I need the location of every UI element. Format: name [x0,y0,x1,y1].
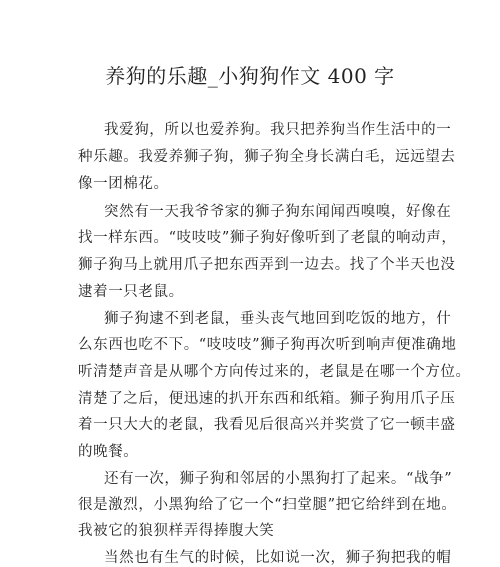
paragraph-line: 狮子狗逮不到老鼠，垂头丧气地回到吃饭的地方，什 [104,311,452,327]
paragraph-line: 像一团棉花。 [78,176,169,192]
paragraph-line: 着一只大大的老鼠，我看见后很高兴并奖赏了它一顿丰盛 [78,417,456,433]
paragraph-line: 突然有一天我爷爷家的狮子狗东闻闻西嗅嗅，好像在 [104,204,452,220]
paragraph-line: 清楚了之后，便迅速的扒开东西和纸箱。狮子狗用爪子压 [78,391,456,407]
paragraph-line: 我爱狗，所以也爱养狗。我只把养狗当作生活中的一 [104,122,452,138]
paragraph-line: 听清楚声音是从哪个方向传过来的，老鼠是在哪一个方位。 [78,364,471,380]
paragraph-line: 逮着一只老鼠。 [78,284,184,300]
paragraph-line: 种乐趣。我爱养狮子狗，狮子狗全身长满白毛，远远望去 [78,149,456,165]
paragraph-line: 找一样东西。“吱吱吱”狮子狗好像听到了老鼠的响动声， [78,230,457,246]
paragraph-line: 还有一次，狮子狗和邻居的小黑狗打了起来。“战争” [104,471,453,487]
document-title: 养狗的乐趣_小狗狗作文 400 字 [105,64,395,88]
paragraph-line: 很是激烈，小黑狗给了它一个“扫堂腿”把它给绊到在地。 [78,497,457,513]
paragraph-line: 狮子狗马上就用爪子把东西弄到一边去。找了个半天也没 [78,257,456,273]
paragraph-line: 的晚餐。 [78,444,139,460]
paragraph-line: 么东西也吃不下。“吱吱吱”狮子狗再次听到响声便准确地 [78,337,457,353]
paragraph-line: 当然也有生气的时候，比如说一次，狮子狗把我的帽 [104,550,452,566]
paragraph-line: 我被它的狼狈样弄得捧腹大笑 [78,523,275,539]
